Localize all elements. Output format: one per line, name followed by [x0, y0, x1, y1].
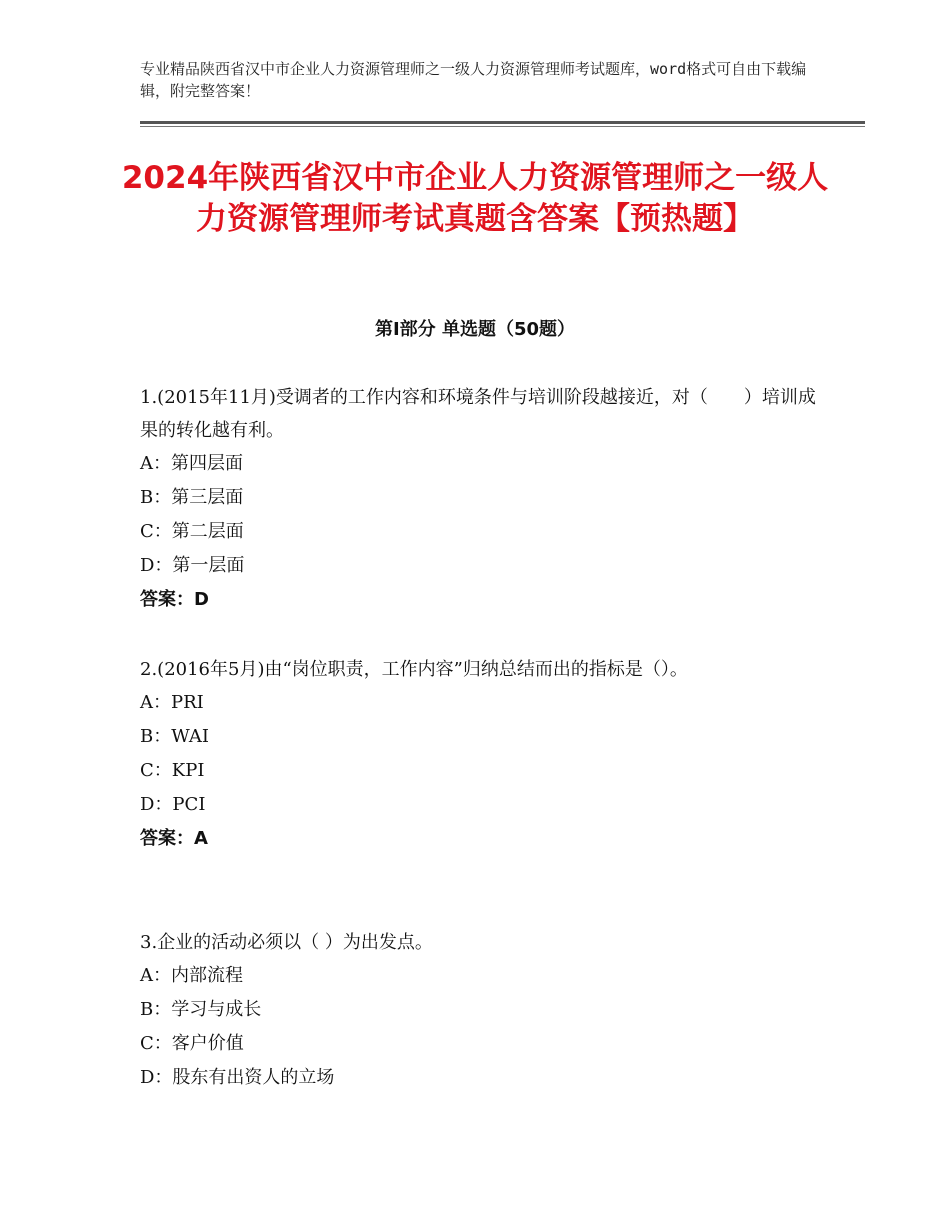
option-d: D：第一层面 — [140, 555, 245, 576]
option-c: C：客户价值 — [140, 1033, 244, 1054]
document-title: 2024年陕西省汉中市企业人力资源管理师之一级人力资源管理师考试真题含答案【预热题】 — [121, 160, 829, 237]
section-title: 第Ⅰ部分 单选题（50题） — [374, 319, 575, 340]
question-3 — [140, 926, 820, 1095]
option-d: D：股东有出资人的立场 — [140, 1067, 335, 1088]
answer: 答案：A — [140, 828, 208, 849]
option-a: A：PRI — [140, 692, 204, 713]
header-note: 专业精品陕西省汉中市企业人力资源管理师之一级人力资源管理师考试题库，word格式可自由下载编辑，附完整答案！ — [140, 60, 807, 100]
option-b: B：WAI — [140, 726, 209, 747]
question-2 — [140, 653, 820, 856]
option-a: A：内部流程 — [140, 965, 243, 986]
question-stem: 2.(2016年5月)由“岗位职责，工作内容”归纳总结而出的指标是（）。 — [140, 659, 688, 680]
option-a: A：第四层面 — [140, 453, 243, 474]
option-b: B：学习与成长 — [140, 999, 262, 1020]
header-rule-thin — [140, 126, 865, 127]
option-c: C：第二层面 — [140, 521, 244, 542]
header-rule-thick — [140, 121, 865, 124]
option-c: C：KPI — [140, 760, 205, 781]
question-stem: 3.企业的活动必须以（ ）为出发点。 — [140, 932, 433, 953]
answer: 答案：D — [140, 589, 209, 610]
option-d: D：PCI — [140, 794, 206, 815]
question-1 — [140, 381, 820, 617]
question-stem: 1.(2015年11月)受调者的工作内容和环境条件与培训阶段越接近，对（ ）培训成果的转化越有利。 — [140, 387, 816, 441]
option-b: B：第三层面 — [140, 487, 244, 508]
